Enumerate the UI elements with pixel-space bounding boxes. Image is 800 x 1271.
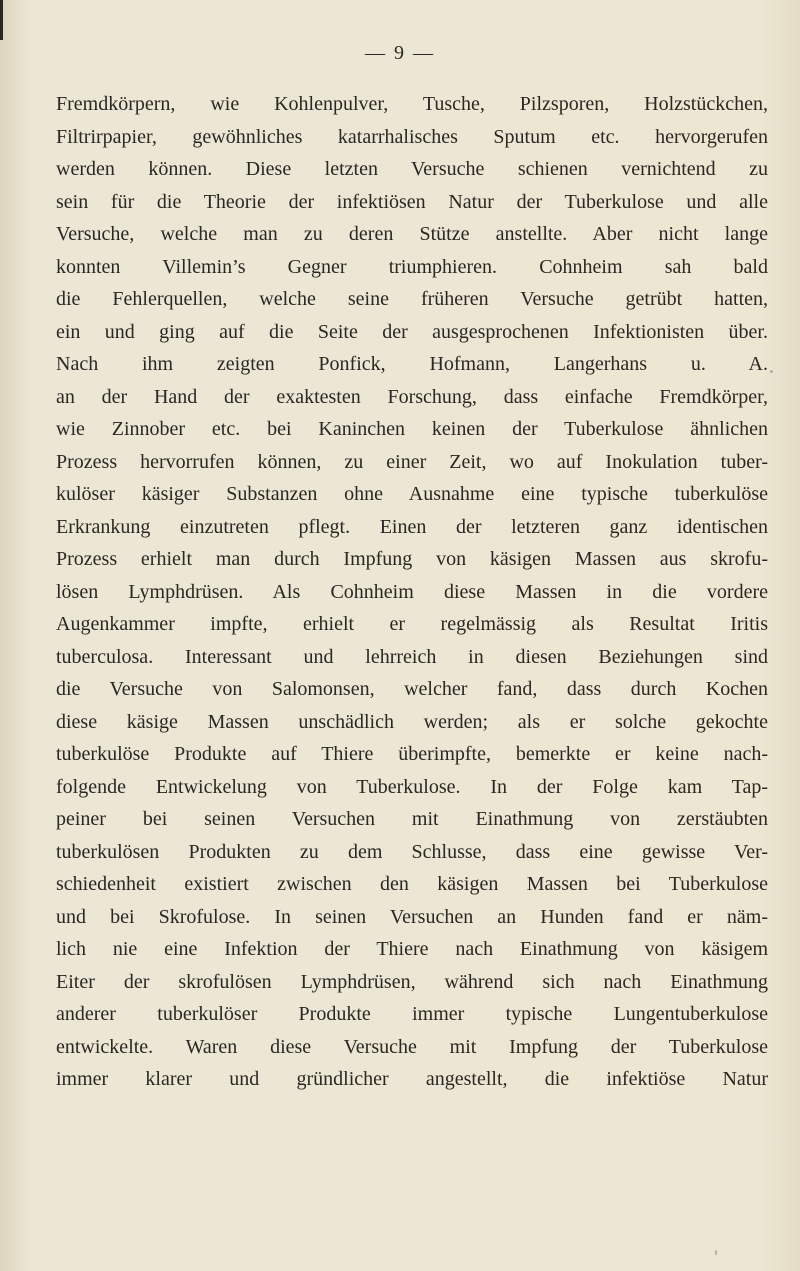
text-line: Nach ihm zeigten Ponfick, Hofmann, Langerhans u. A. [56, 353, 768, 375]
text-line: Filtrirpapier, gewöhnliches katarrhalisches Sputum etc. hervorgerufen [56, 125, 768, 148]
page-edge-mark [0, 0, 3, 40]
text-line: peiner bei seinen Versuchen mit Einathmung von zerstäubten [56, 808, 768, 830]
text-line: immer klarer und gründlicher angestellt, die infektiöse Natur [56, 1068, 768, 1090]
text-line: an der Hand der exaktesten Forschung, dass einfache Fremdkörper, [56, 385, 768, 408]
paper-speck [770, 370, 773, 373]
text-line: folgende Entwickelung von Tuberkulose. In der Folge kam Tap- [56, 775, 768, 798]
text-line: lich nie eine Infektion der Thiere nach Einathmung von käsigem [56, 938, 768, 960]
text-line: anderer tuberkulöser Produkte immer typische Lungentuberkulose [56, 1003, 768, 1025]
paper-speck [715, 1250, 717, 1255]
text-line: wie Zinnober etc. bei Kaninchen keinen der Tuberkulose ähnlichen [56, 418, 768, 440]
text-line: Prozess hervorrufen können, zu einer Zeit, wo auf Inokulation tuber- [56, 450, 768, 473]
text-line: werden können. Diese letzten Versuche schienen vernichtend zu [56, 158, 768, 180]
text-line: tuberkulöse Produkte auf Thiere überimpfte, bemerkte er keine nach- [56, 743, 768, 765]
text-line: entwickelte. Waren diese Versuche mit Impfung der Tuberkulose [56, 1035, 768, 1058]
text-line: ein und ging auf die Seite der ausgesprochenen Infektionisten über. [56, 320, 768, 343]
text-line: konnten Villemin’s Gegner triumphieren. Cohnheim sah bald [56, 255, 768, 278]
text-line: und bei Skrofulose. In seinen Versuchen an Hunden fand er näm- [56, 905, 768, 928]
text-line: sein für die Theorie der infektiösen Natur der Tuberkulose und alle [56, 190, 768, 213]
text-line: die Versuche von Salomonsen, welcher fand, dass durch Kochen [56, 678, 768, 700]
text-line: diese käsige Massen unschädlich werden; als er solche gekochte [56, 710, 768, 733]
text-line: Erkrankung einzutreten pflegt. Einen der letzteren ganz identischen [56, 515, 768, 538]
body-text [56, 88, 768, 1096]
text-line: tuberculosa. Interessant und lehrreich in diesen Beziehungen sind [56, 645, 768, 668]
text-line: tuberkulösen Produkten zu dem Schlusse, dass eine gewisse Ver- [56, 840, 768, 863]
text-line: Fremdkörpern, wie Kohlenpulver, Tusche, Pilzsporen, Holzstückchen, [56, 93, 768, 115]
text-line: Eiter der skrofulösen Lymphdrüsen, während sich nach Einathmung [56, 970, 768, 993]
text-line: die Fehlerquellen, welche seine früheren Versuche getrübt hatten, [56, 288, 768, 310]
text-line: schiedenheit existiert zwischen den käsigen Massen bei Tuberkulose [56, 873, 768, 895]
text-line: Augenkammer impfte, erhielt er regelmässig als Resultat Iritis [56, 613, 768, 635]
text-line: kulöser käsiger Substanzen ohne Ausnahme eine typische tuberkulöse [56, 483, 768, 505]
text-line: Versuche, welche man zu deren Stütze anstellte. Aber nicht lange [56, 223, 768, 245]
text-line: Prozess erhielt man durch Impfung von käsigen Massen aus skrofu- [56, 548, 768, 570]
text-line: lösen Lymphdrüsen. Als Cohnheim diese Massen in die vordere [56, 580, 768, 603]
page-number: — 9 — [365, 42, 435, 64]
